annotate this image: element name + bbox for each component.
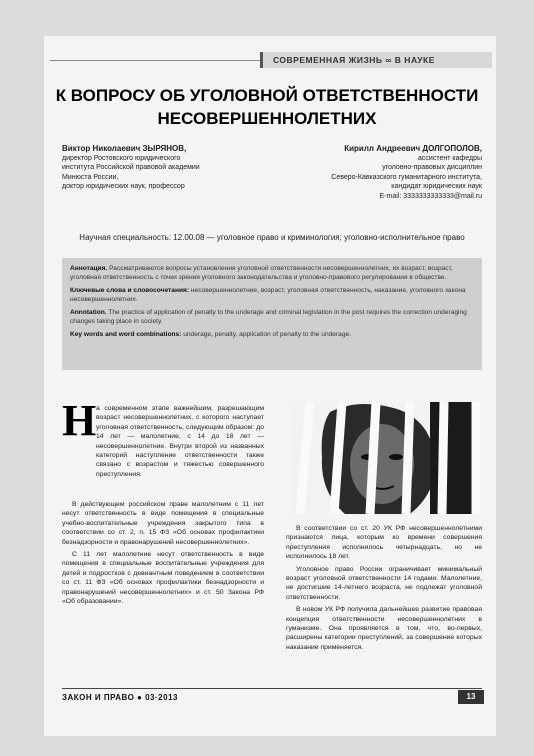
keywords-ru xyxy=(70,286,474,304)
author-left-line: Минюста России, xyxy=(62,173,119,181)
section-header: СОВРЕМЕННАЯ ЖИЗНЬ ∞ В НАУКЕ xyxy=(260,52,492,68)
photo-bars-face xyxy=(290,402,480,514)
body-paragraph: а современном этапе важнейшим, разрешающим возраст несовершеннолетних, с которого наступает уголовная ответственность, следующим образом: до 14 лет — малолетние, с 14 до 18 лет — несовершеннолетние. Внутри второй из названных категорий наступление ответственности также связано с возрастом и тяжестью совершенного преступления. xyxy=(96,405,264,478)
footer-journal: ЗАКОН И ПРАВО ● 03·2013 xyxy=(62,693,178,702)
author-right-line: ассистент кафедры xyxy=(418,154,482,162)
body-column-left xyxy=(62,500,264,670)
keywords-text: несовершеннолетние, возраст, уголовная ответственность, наказание, уголовного закона несовершеннолетних. xyxy=(70,287,466,303)
footer-rule xyxy=(62,688,482,689)
annotation-ru xyxy=(70,264,474,282)
body-paragraph: В действующем российском праве малолетним с 11 лет несут ответственность в виде помещения в специальные учебно-воспитательные учреждения закрытого типа в соответствии со ст. 2, п. 15 ФЗ «Об основах профилактики безнадзорности и правонарушений несовершеннолетних». xyxy=(62,501,264,546)
annotation-label: Аннотация. xyxy=(70,265,108,272)
body-paragraph: В соответствии со ст. 20 УК РФ несовершеннолетними признаются лица, которым ко времени совершения преступления исполнилось четырнадцать, но не исполнилось 18 лет. xyxy=(286,525,482,561)
body-paragraph: Уголовное право России ограничивает минимальный возраст уголовной ответственности 14 годами. Малолетние, не достигшие 14-летнего возраста, не подлежат уголовной ответственности. xyxy=(286,565,482,601)
keywords-en-text: underage, penalty, application of penalty to the underage. xyxy=(183,331,351,338)
author-left-line: доктор юридических наук, профессор xyxy=(62,183,185,190)
body-paragraph: В новом УК РФ получила дальнейшее развитие правовая концепция ответственности несовершеннолетних в гуманизме. Она проявляется в том, что, во-первых, расширены категории преступлений, за совершение которых наказание применяется. xyxy=(286,606,482,651)
drop-cap: Н xyxy=(62,396,97,445)
abstract-box xyxy=(62,258,482,370)
author-right-line: Северо-Кавказского гуманитарного института, xyxy=(331,173,482,181)
specialty-line: Научная специальность: 12.00.08 — уголовное право и криминология; уголовно-исполнительное право xyxy=(79,233,465,242)
annotation-en-label: Annotation. xyxy=(70,309,107,316)
annotation-text: Рассматриваются вопросы установления уголовной ответственности несовершеннолетних, их возраст, возраст, уголовная ответственность с точки зрения уголовного законодательства и уголовно-правового регулирования в обществе. xyxy=(70,265,453,281)
body-column-left-top xyxy=(96,404,264,496)
body-paragraph: С 11 лет малолетние несут ответственность в виде помещения в специальные воспитательные учреждения для детей и подростков с девиантным поведением в соответствии со ст. 11 ФЗ «Об основах профилактики безнадзорности и правонарушений несовершеннолетних» и ст. 50 Закона РФ «Об образовании». xyxy=(62,551,264,606)
keywords-en-label: Key words and word combinations: xyxy=(70,331,182,338)
article-photo xyxy=(290,402,480,514)
annotation-en-text: The practice of application of penalty to the underage and criminal legislation in the post requires the correction underaging changes taking place in society. xyxy=(70,309,467,325)
page-number: 13 xyxy=(458,690,484,704)
author-right-email[interactable]: E-mail: 3333333333333@mail.ru xyxy=(379,192,482,200)
author-left-line: директор Ростовского юридического xyxy=(62,154,181,162)
author-right-name: Кирилл Андреевич ДОЛГОПОЛОВ, xyxy=(344,144,482,153)
author-right-line: уголовно-правовых дисциплин xyxy=(382,164,482,171)
annotation-en xyxy=(70,308,474,326)
author-left-line: института Российской правовой академии xyxy=(62,164,200,171)
author-right xyxy=(282,144,482,201)
article-title: К ВОПРОСУ ОБ УГОЛОВНОЙ ОТВЕТСТВЕННОСТИ НЕСОВЕРШЕННОЛЕТНИХ xyxy=(55,86,479,128)
top-rule xyxy=(50,60,260,61)
keywords-label: Ключевые слова и словосочетания: xyxy=(70,287,190,294)
body-column-right xyxy=(286,524,482,670)
author-right-line: кандидат юридических наук xyxy=(391,183,482,190)
keywords-en xyxy=(70,330,474,339)
author-left-name: Виктор Николаевич ЗЫРЯНОВ, xyxy=(62,144,187,153)
author-left xyxy=(62,144,252,192)
